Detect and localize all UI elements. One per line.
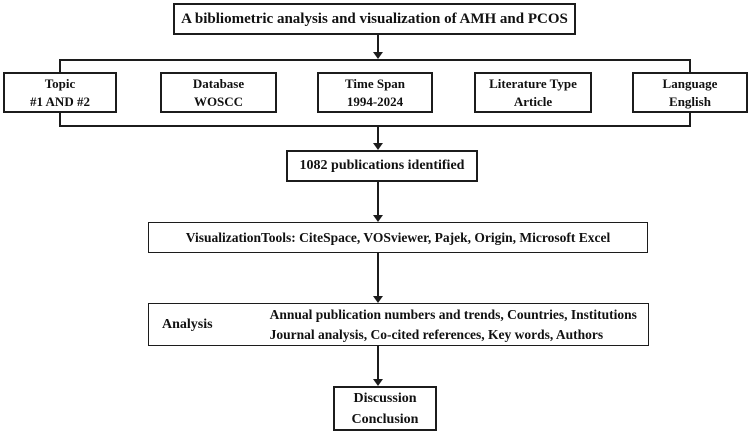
criteria-time-span-line2: 1994-2024 — [346, 93, 404, 109]
criteria-time-span-line1: Time Span — [344, 75, 406, 91]
criteria-language-line1: Language — [662, 75, 718, 91]
analysis-box — [148, 303, 649, 346]
criteria-box-topic — [3, 72, 117, 113]
criteria-topic-line1: Topic — [44, 75, 76, 91]
connector-analysis-to-conclusion — [377, 346, 379, 380]
arrowhead-conclusion — [373, 379, 383, 386]
analysis-details-line2: Journal analysis, Co-cited references, Key words, Authors — [269, 326, 604, 342]
criteria-database-line1: Database — [192, 75, 245, 91]
arrowhead-title-drop — [373, 52, 383, 59]
arrowhead-identified — [373, 143, 383, 150]
criteria-literature-type-line1: Literature Type — [489, 75, 577, 91]
criteria-box-time-span — [317, 72, 433, 113]
criteria-box-database — [160, 72, 277, 113]
criteria-box-literature-type — [474, 72, 592, 113]
connector-bottom-rail — [59, 125, 691, 127]
conclusion-box — [333, 386, 437, 431]
visualization-tools-box — [148, 222, 648, 253]
connector-tools-to-analysis — [377, 253, 379, 297]
connector-identified-to-tools — [377, 182, 379, 216]
analysis-details — [270, 305, 637, 344]
criteria-topic-line2: #1 AND #2 — [30, 93, 90, 109]
arrowhead-analysis — [373, 296, 383, 303]
criteria-database-line2: WOSCC — [193, 93, 244, 109]
analysis-label: Analysis — [162, 316, 213, 332]
connector-rail-to-identified — [377, 127, 379, 144]
criteria-literature-type-line2: Article — [513, 93, 553, 109]
conclusion-line1: Discussion — [353, 390, 417, 406]
title-box — [173, 3, 576, 35]
analysis-details-line1: Annual publication numbers and trends, Countries, Institutions — [269, 306, 637, 322]
visualization-tools-text: VisualizationTools: CiteSpace, VOSviewer, Pajek, Origin, Microsoft Excel — [185, 229, 611, 245]
criteria-box-language — [632, 72, 748, 113]
criteria-language-line2: English — [669, 93, 711, 109]
arrowhead-tools — [373, 215, 383, 222]
publications-identified-text: 1082 publications identified — [299, 158, 465, 173]
title-text: A bibliometric analysis and visualization of AMH and PCOS — [181, 10, 568, 27]
publications-identified-box — [286, 150, 478, 182]
conclusion-line2: Conclusion — [351, 411, 419, 427]
connector-top-rail — [59, 59, 691, 61]
